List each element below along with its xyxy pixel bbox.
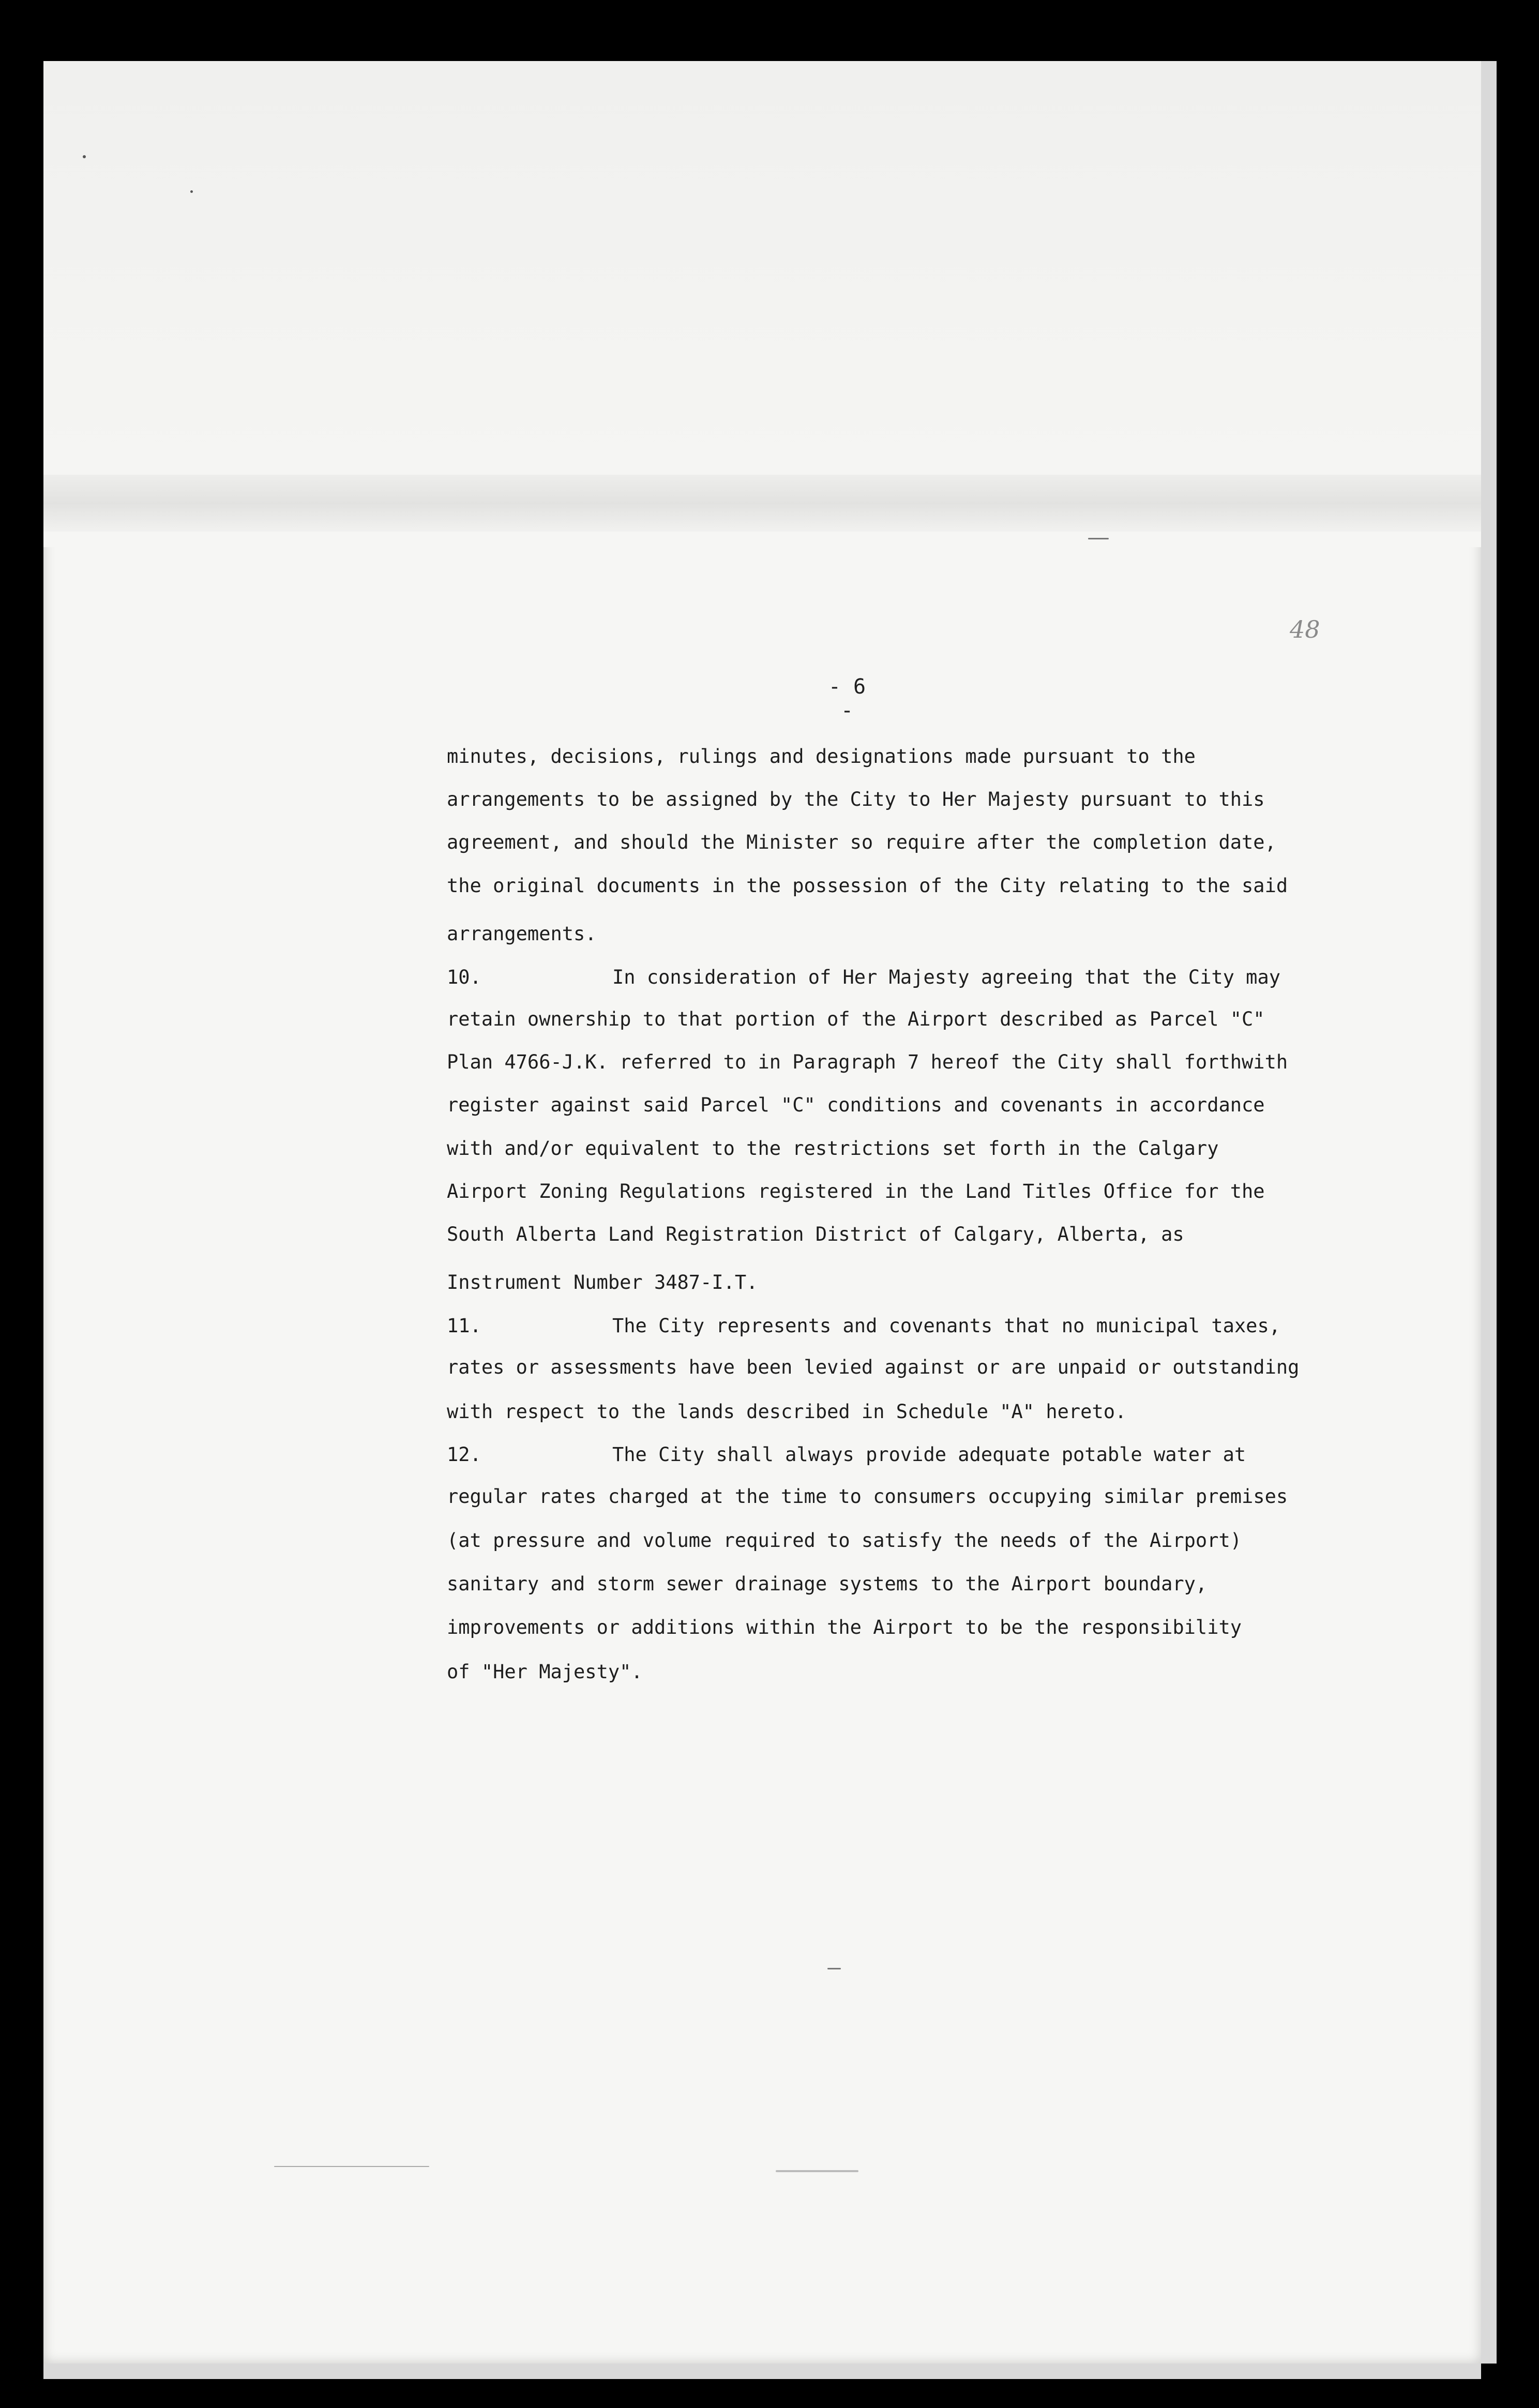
document-page xyxy=(43,61,1481,2364)
body-line: Instrument Number 3487-I.T. xyxy=(447,1271,758,1293)
body-line: (at pressure and volume required to satisfy the needs of the Airport) xyxy=(447,1529,1242,1552)
page-top-area xyxy=(43,61,1481,547)
body-line: minutes, decisions, rulings and designations made pursuant to the xyxy=(447,745,1196,767)
body-line: rates or assessments have been levied against or are unpaid or outstanding xyxy=(447,1356,1300,1378)
body-line: regular rates charged at the time to consumers occupying similar premises xyxy=(447,1485,1288,1508)
body-line: sanitary and storm sewer drainage systems to the Airport boundary, xyxy=(447,1573,1208,1595)
scan-speck xyxy=(1088,538,1109,539)
paragraph-number: 11. xyxy=(447,1315,481,1337)
scan-speck xyxy=(827,1968,841,1969)
page-edge-bottom xyxy=(43,2364,1481,2379)
body-line: South Alberta Land Registration District of Calgary, Alberta, as xyxy=(447,1223,1184,1245)
body-line: of "Her Majesty". xyxy=(447,1661,643,1683)
body-line: retain ownership to that portion of the Airport described as Parcel "C" xyxy=(447,1008,1265,1030)
body-line: with and/or equivalent to the restrictions set forth in the Calgary xyxy=(447,1137,1219,1160)
scan-speck xyxy=(776,2170,858,2172)
body-line: agreement, and should the Minister so require after the completion date, xyxy=(447,831,1276,853)
scan-speck xyxy=(274,2166,429,2167)
body-line: with respect to the lands described in Schedule "A" hereto. xyxy=(447,1401,1127,1423)
paragraph-first-line: The City represents and covenants that no municipal taxes, xyxy=(612,1315,1281,1337)
body-line: Airport Zoning Regulations registered in the Land Titles Office for the xyxy=(447,1180,1265,1202)
body-line: the original documents in the possession of the City relating to the said xyxy=(447,875,1288,897)
handwritten-folio-number: 48 xyxy=(1290,615,1320,643)
paragraph-number: 12. xyxy=(447,1443,481,1466)
body-line: arrangements to be assigned by the City to Her Majesty pursuant to this xyxy=(447,788,1265,810)
body-line: arrangements. xyxy=(447,923,597,945)
page-edge-right xyxy=(1481,61,1497,2364)
fold-line xyxy=(43,475,1481,532)
paragraph-first-line: The City shall always provide adequate potable water at xyxy=(612,1443,1246,1466)
body-line: register against said Parcel "C" conditions and covenants in accordance xyxy=(447,1094,1265,1116)
body-line: Plan 4766-J.K. referred to in Paragraph 7 hereof the City shall forthwith xyxy=(447,1051,1288,1073)
page-number: - 6 - xyxy=(828,675,866,723)
body-line: improvements or additions within the Airport to be the responsibility xyxy=(447,1616,1242,1638)
scan-speck xyxy=(190,190,193,193)
paragraph-first-line: In consideration of Her Majesty agreeing that the City may xyxy=(612,966,1281,988)
paragraph-number: 10. xyxy=(447,966,481,988)
scan-speck xyxy=(83,155,86,158)
